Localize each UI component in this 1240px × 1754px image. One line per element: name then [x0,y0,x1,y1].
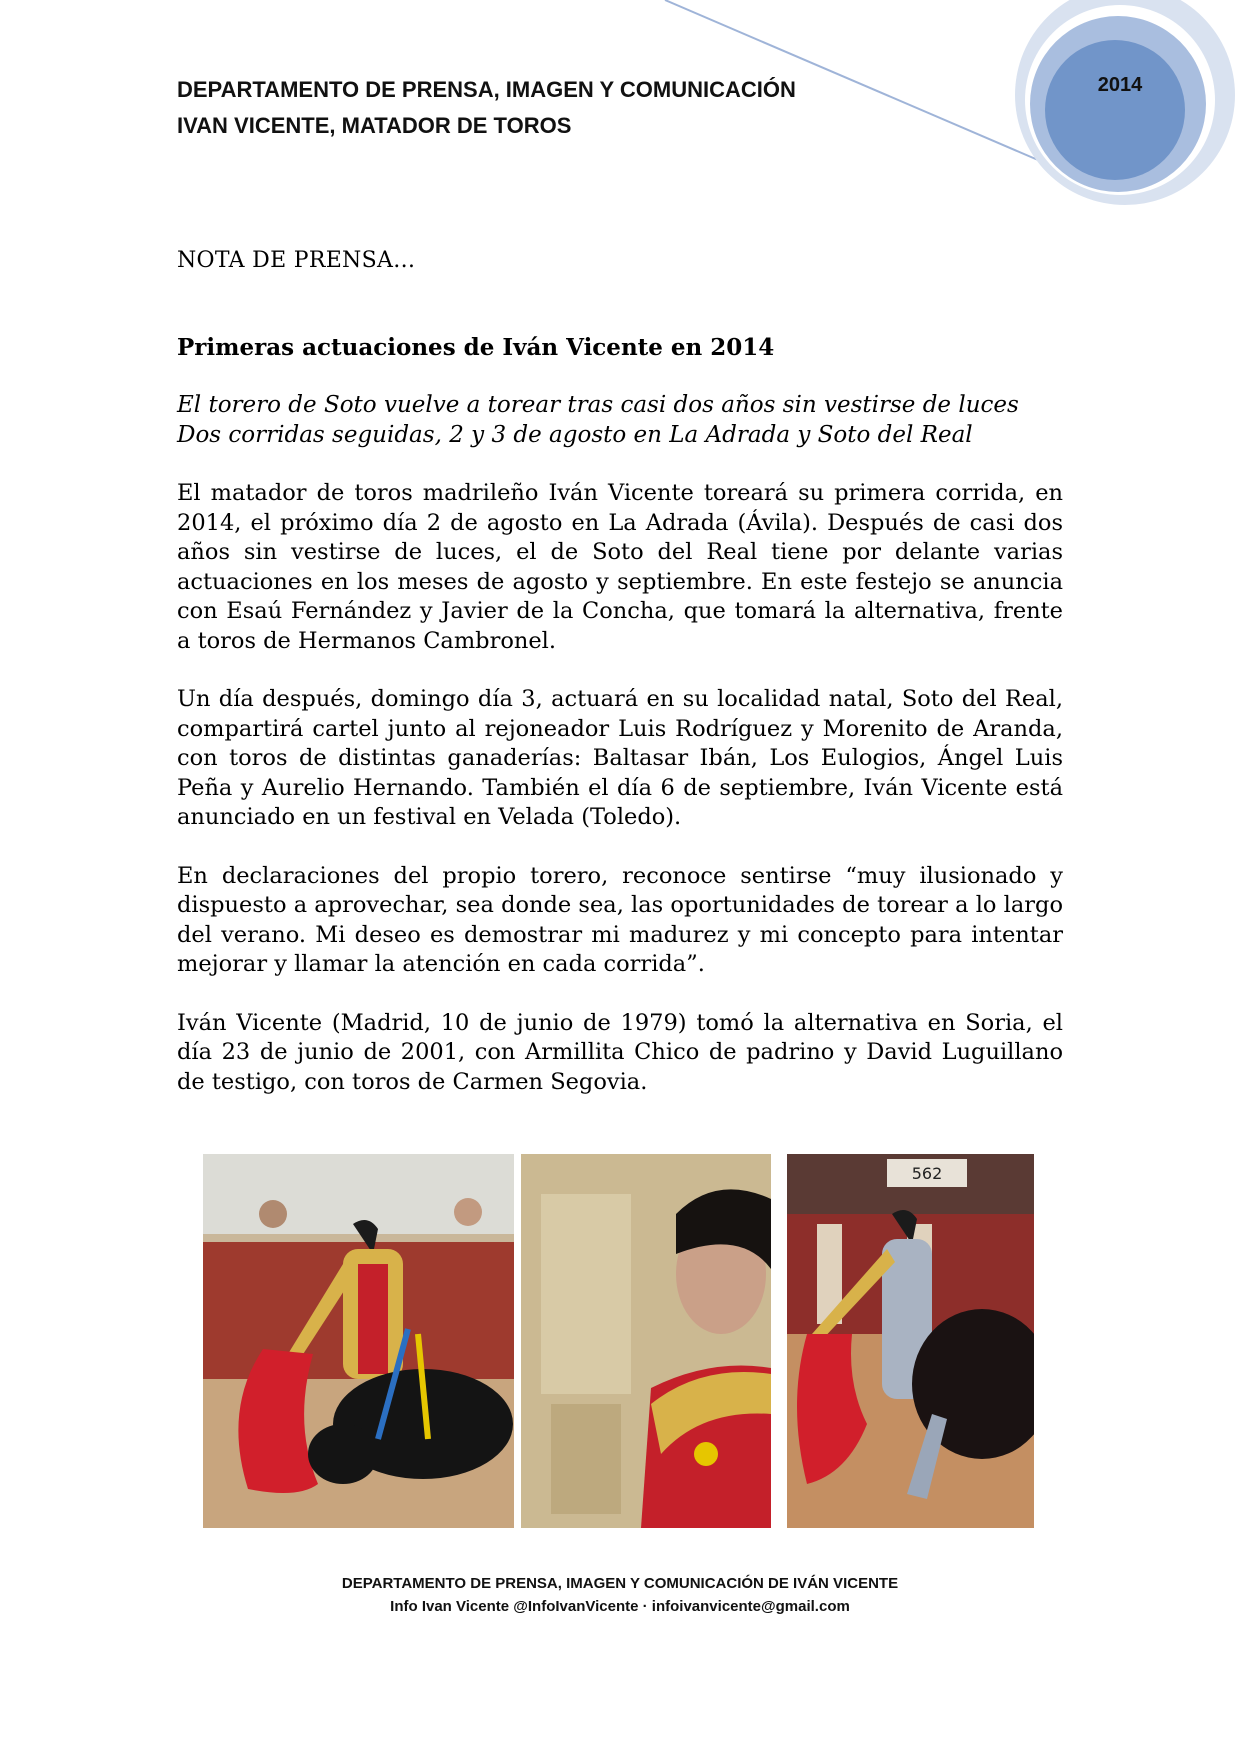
decorative-circle-inner [1045,40,1185,180]
arena-number-plaque: 562 [911,1164,943,1183]
body-paragraph: Iván Vicente (Madrid, 10 de junio de 1979) tomó la alternativa en Soria, el día 23 de junio de 2001, con Armillita Chico de padrino y David Luguillano de testigo, con toros de Carmen Segovia. [177,1009,1063,1095]
subtitle-line: El torero de Soto vuelve a torear tras casi dos años sin vestirse de luces [177,392,1019,418]
document-body [177,479,1063,1126]
document-subtitles [177,390,1077,450]
page-header [177,72,796,144]
body-paragraph: El matador de toros madrileño Iván Vicente toreará su primera corrida, en 2014, el próximo día 2 de agosto en La Adrada (Ávila). Después de casi dos años sin vestirse de luces, el de Soto del Real tiene por delante varias actuaciones en los meses de agosto y septiembre. En este festejo se anuncia con Esaú Fernández y Javier de la Concha, que tomará la alternativa, frente a toros de Hermanos Cambronel. [177,480,1063,654]
subtitle-line: Dos corridas seguidas, 2 y 3 de agosto en La Adrada y Soto del Real [177,422,973,448]
footer-department: DEPARTAMENTO DE PRENSA, IMAGEN Y COMUNICACIÓN DE IVÁN VICENTE [341,1575,899,1592]
photo-bullfight-cape-pass [203,1154,514,1528]
document-label: NOTA DE PRENSA… [177,248,416,273]
photo-bullfight-turn [787,1154,1034,1528]
footer-contact: Info Ivan Vicente @InfoIvanVicente · infoivanvicente@gmail.com [390,1598,850,1615]
body-paragraph: En declaraciones del propio torero, reconoce sentirse “muy ilusionado y dispuesto a aprovechar, sea donde sea, las oportunidades de torear a lo largo del verano. Mi deseo es demostrar mi madurez y mi concepto para intentar mejorar y llamar la atención en cada corrida”. [177,862,1063,977]
header-subject: IVAN VICENTE, MATADOR DE TOROS [177,113,572,138]
photo-bullfighter-portrait [521,1154,771,1528]
body-paragraph: Un día después, domingo día 3, actuará en su localidad natal, Soto del Real, compartirá cartel junto al rejoneador Luis Rodríguez y Morenito de Aranda, con toros de distintas ganaderías: Baltasar Ibán, Los Eulogios, Ángel Luis Peña y Aurelio Hernando. También el día 6 de septiembre, Iván Vicente está anunciado en un festival en Velada (Toledo). [177,686,1063,830]
header-year: 2014 [1097,74,1143,96]
document-title: Primeras actuaciones de Iván Vicente en 2014 [177,334,775,361]
header-department: DEPARTAMENTO DE PRENSA, IMAGEN Y COMUNICACIÓN [177,77,796,102]
